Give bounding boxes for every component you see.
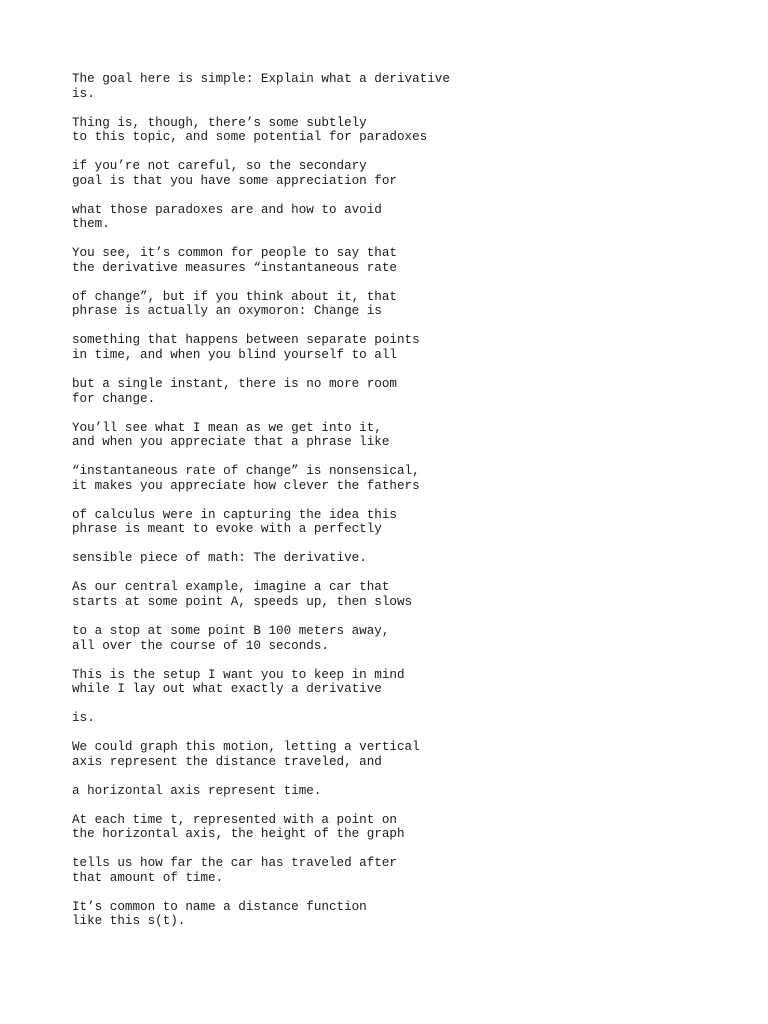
paragraph: if you’re not careful, so the secondary goal is that you have some appreciation for [72, 159, 397, 188]
paragraph: tells us how far the car has traveled after that amount of time. [72, 856, 397, 885]
paragraph: something that happens between separate points in time, and when you blind yourself to all [72, 333, 420, 363]
paragraph: what those paradoxes are and how to avoid them. [72, 202, 382, 232]
paragraph: We could graph this motion, letting a vertical axis represent the distance traveled, and [72, 740, 420, 769]
paragraph: a horizontal axis represent time. [72, 783, 322, 798]
paragraph: is. [72, 711, 95, 726]
paragraph: Thing is, though, there’s some subtlely to this topic, and some potential for paradoxes [72, 115, 428, 145]
paragraph: You see, it’s common for people to say that the derivative measures “instantaneous rate [72, 246, 397, 275]
paragraph: but a single instant, there is no more room for change. [72, 377, 397, 406]
paragraph: It’s common to name a distance function like this s(t). [72, 899, 367, 929]
paragraph: You’ll see what I mean as we get into it, and when you appreciate that a phrase like [72, 420, 390, 450]
paragraph: At each time t, represented with a point on the horizontal axis, the height of the graph [72, 812, 405, 842]
document-page [72, 72, 712, 943]
paragraph: The goal here is simple: Explain what a derivative is. [72, 72, 450, 101]
paragraph: of change”, but if you think about it, that phrase is actually an oxymoron: Change is [72, 289, 397, 319]
paragraph: As our central example, imagine a car that starts at some point A, speeds up, then slows [72, 580, 413, 609]
paragraph: of calculus were in capturing the idea this phrase is meant to evoke with a perfectly [72, 507, 397, 537]
paragraph: to a stop at some point B 100 meters away, all over the course of 10 seconds. [72, 623, 390, 653]
paragraph: This is the setup I want you to keep in mind while I lay out what exactly a derivative [72, 667, 405, 697]
paragraph: sensible piece of math: The derivative. [72, 551, 367, 566]
paragraph: “instantaneous rate of change” is nonsensical, it makes you appreciate how clever the fathers [72, 464, 420, 493]
